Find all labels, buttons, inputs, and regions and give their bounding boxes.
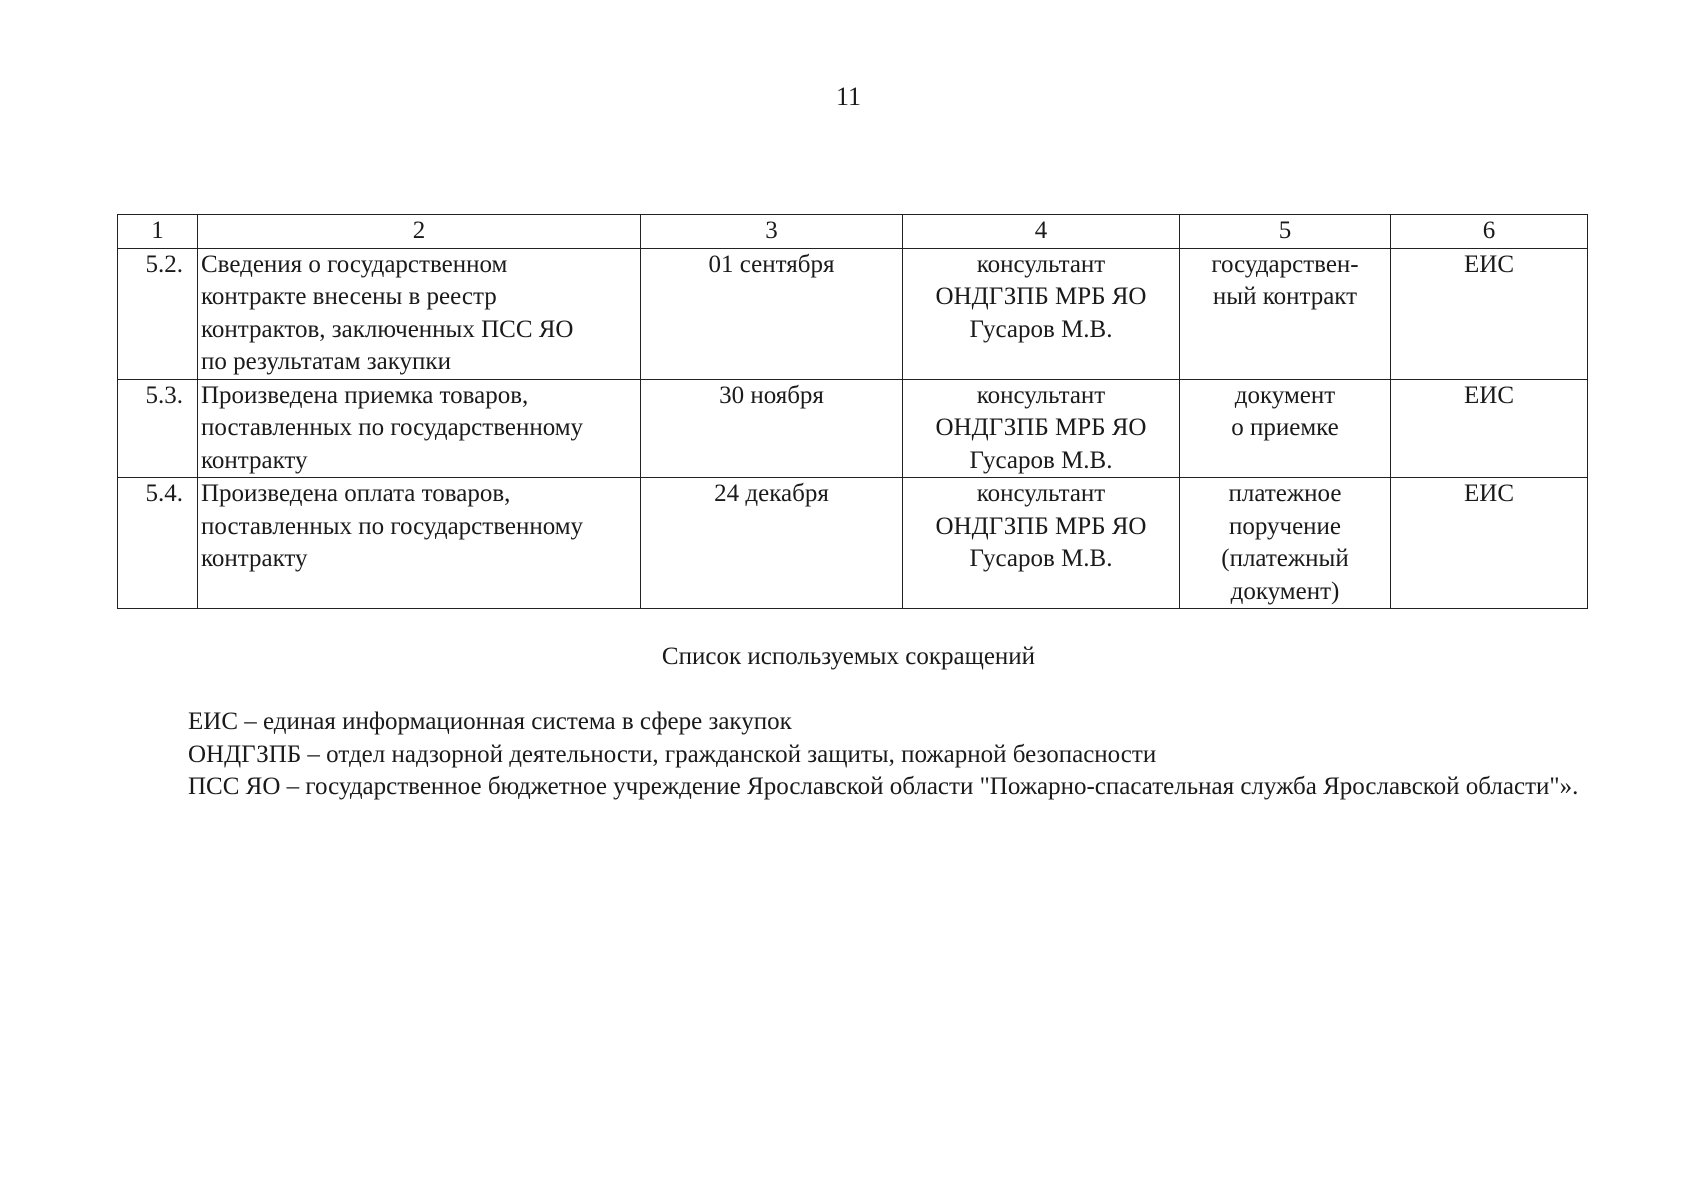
responsible-line: ОНДГЗПБ МРБ ЯО	[935, 414, 1147, 441]
responsible-line: Гусаров М.В.	[969, 545, 1113, 572]
column-number-4: 4	[903, 215, 1180, 249]
responsible-line: ОНДГЗПБ МРБ ЯО	[935, 283, 1147, 310]
description-line: поставленных по государственному	[201, 414, 584, 441]
description-line: Произведена оплата товаров,	[201, 480, 511, 507]
description-line: Произведена приемка товаров,	[201, 381, 529, 409]
column-number-1: 1	[118, 215, 198, 249]
item-source: ЕИС	[1391, 478, 1588, 609]
responsible-line: консультант	[976, 381, 1106, 409]
abbreviation-item: ОНДГЗПБ – отдел надзорной деятельности, гражданской защиты, пожарной безопасности	[188, 740, 1157, 768]
item-responsible	[903, 248, 1180, 379]
description-line: контракту	[201, 545, 308, 572]
result-line: о приемке	[1231, 414, 1339, 441]
page-number: 11	[835, 82, 862, 111]
item-description	[198, 248, 641, 379]
item-number: 5.4.	[118, 478, 198, 609]
abbreviations-list	[117, 706, 1587, 804]
description-line: по результатам закупки	[201, 348, 451, 375]
result-line: платежное	[1228, 480, 1342, 507]
item-responsible	[903, 379, 1180, 478]
description-line: контрактов, заключенных ПСС ЯО	[201, 315, 574, 343]
item-responsible	[903, 478, 1180, 609]
responsible-line: консультант	[976, 250, 1106, 278]
item-source: ЕИС	[1391, 248, 1588, 379]
item-number: 5.3.	[118, 379, 198, 478]
description-line: контракте внесены в реестр	[201, 283, 497, 310]
item-number: 5.2.	[118, 248, 198, 379]
result-line: поручение	[1228, 512, 1342, 540]
column-number-6: 6	[1391, 215, 1588, 249]
column-number-3: 3	[641, 215, 903, 249]
item-result	[1180, 379, 1391, 478]
table-row	[118, 248, 1588, 379]
table-header-row	[118, 215, 1588, 249]
result-line: ный контракт	[1212, 283, 1358, 310]
result-line: документ	[1234, 381, 1336, 409]
description-line: контракту	[201, 446, 308, 474]
result-line: государствен-	[1211, 250, 1359, 278]
item-result	[1180, 248, 1391, 379]
table-row	[118, 379, 1588, 478]
responsible-line: Гусаров М.В.	[969, 446, 1113, 474]
item-description	[198, 379, 641, 478]
item-source: ЕИС	[1391, 379, 1588, 478]
abbreviation-item: ЕИС – единая информационная система в сфере закупок	[188, 708, 792, 735]
result-line: документ)	[1230, 577, 1340, 605]
item-date: 01 сентября	[641, 248, 903, 379]
item-date: 24 декабря	[641, 478, 903, 609]
description-line: Сведения о государственном	[201, 250, 508, 278]
description-line: поставленных по государственному	[201, 512, 584, 540]
item-result	[1180, 478, 1391, 609]
table-row	[118, 478, 1588, 609]
abbreviations-title: Список используемых сокращений	[661, 643, 1036, 670]
abbreviation-item: ПСС ЯО – государственное бюджетное учреждение Ярославской области "Пожарно-спасательная служба Ярославской области"».	[188, 773, 1579, 800]
result-line: (платежный	[1221, 545, 1349, 572]
responsible-line: ОНДГЗПБ МРБ ЯО	[935, 512, 1147, 540]
responsible-line: Гусаров М.В.	[969, 315, 1113, 343]
plan-table	[117, 214, 1588, 609]
responsible-line: консультант	[976, 480, 1106, 507]
column-number-5: 5	[1180, 215, 1391, 249]
item-date: 30 ноября	[641, 379, 903, 478]
item-description	[198, 478, 641, 609]
column-number-2: 2	[198, 215, 641, 249]
